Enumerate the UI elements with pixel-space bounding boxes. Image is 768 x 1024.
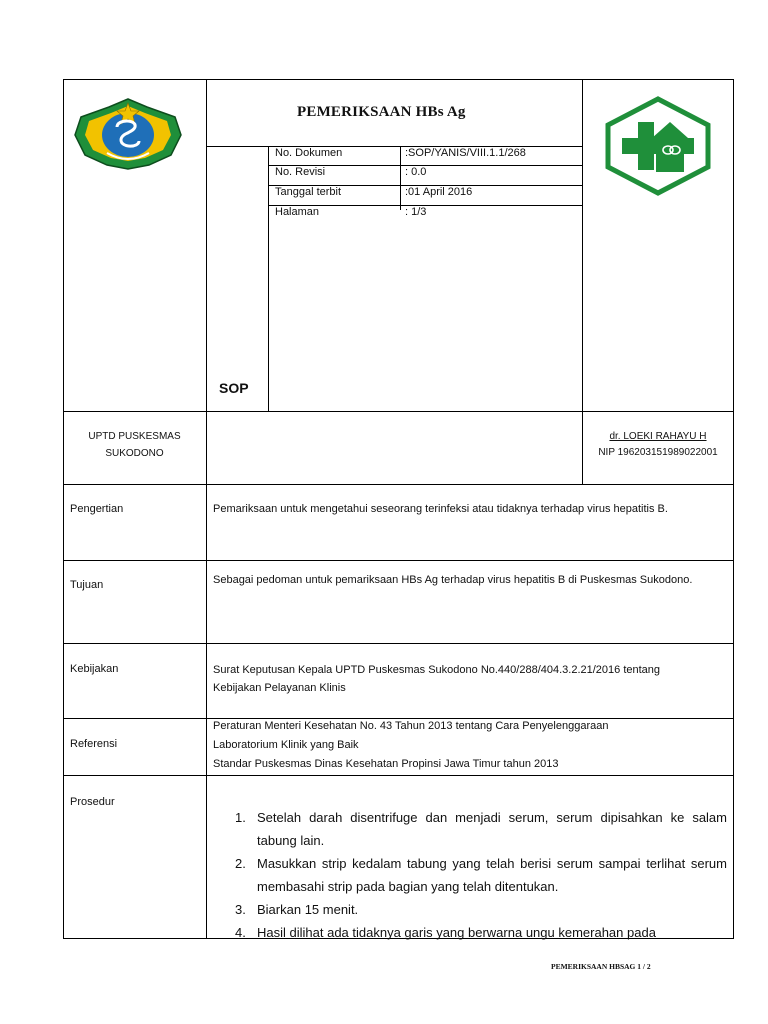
section-text-referensi-line-1: Peraturan Menteri Kesehatan No. 43 Tahun 2013 tentang Cara Penyelenggaraan	[213, 720, 609, 732]
page-footer: PEMERIKSAAN HBSAG 1 / 2	[551, 962, 651, 971]
procedure-step-text: Biarkan 15 menit.	[257, 902, 359, 917]
section-label-tujuan: Tujuan	[70, 579, 104, 591]
section-divider-1	[63, 484, 734, 485]
procedure-steps-list	[233, 806, 727, 944]
section-text-pengertian: Pemariksaan untuk mengetahui seseorang terinfeksi atau tidaknya terhadap virus hepatitis B.	[213, 503, 668, 515]
procedure-step	[233, 898, 727, 921]
section-text-referensi-line-2: Laboratorium Klinik yang Baik	[213, 739, 359, 751]
procedure-step-number: 2.	[235, 856, 246, 871]
meta-label-page: Halaman	[275, 206, 320, 218]
section-label-referensi: Referensi	[70, 738, 118, 750]
section-text-tujuan: Sebagai pedoman untuk pemariksaan HBs Ag terhadap virus hepatitis B di Puskesmas Sukodono.	[213, 574, 693, 586]
section-text-referensi-line-3: Standar Puskesmas Dinas Kesehatan Propinsi Jawa Timur tahun 2013	[213, 758, 559, 770]
puskesmas-logo	[604, 96, 712, 196]
regency-emblem-logo	[71, 95, 185, 171]
procedure-step	[233, 852, 727, 898]
header-row-divider	[63, 411, 734, 412]
section-text-kebijakan-line-1: Surat Keputusan Kepala UPTD Puskesmas Sukodono No.440/288/404.3.2.21/2016 tentang	[213, 664, 661, 676]
procedure-step	[233, 806, 727, 852]
meta-label-revision: No. Revisi	[275, 166, 326, 178]
header-col-divider-right	[582, 79, 583, 485]
meta-label-doc-number: No. Dokumen	[275, 147, 343, 159]
section-divider-3	[63, 643, 734, 644]
meta-value-page: : 1/3	[405, 206, 427, 218]
section-divider-2	[63, 560, 734, 561]
table-border-left	[63, 79, 64, 939]
meta-value-revision: : 0.0	[405, 166, 427, 178]
meta-label-issue-date: Tanggal terbit	[275, 186, 342, 198]
signer-nip: NIP 196203151989022001	[598, 447, 718, 458]
procedure-step-text: Hasil dilihat ada tidaknya garis yang berwarna ungu kemerahan pada	[257, 925, 656, 940]
table-border-right	[733, 79, 734, 939]
signer-name: dr. LOEKI RAHAYU H	[609, 431, 707, 442]
section-label-prosedur: Prosedur	[70, 796, 115, 808]
org-name-line-1: UPTD PUSKESMAS	[88, 431, 181, 442]
procedure-step-number: 1.	[235, 810, 246, 825]
section-label-pengertian: Pengertian	[70, 503, 124, 515]
procedure-step-text: Masukkan strip kedalam tabung yang telah berisi serum sampai terlihat serum membasahi strip pada bagian yang telah ditentukan.	[257, 856, 727, 894]
procedure-step-number: 4.	[235, 925, 246, 940]
procedure-step	[233, 921, 727, 944]
org-name-line-2: SUKODONO	[105, 448, 164, 459]
document-title: PEMERIKSAAN HBs Ag	[297, 104, 466, 120]
meta-value-doc-number: :SOP/YANIS/VIII.1.1/268	[405, 147, 526, 159]
meta-value-issue-date: :01 April 2016	[405, 186, 473, 198]
header-col-divider-left	[206, 79, 207, 485]
meta-col-divider	[400, 146, 401, 210]
section-divider-5	[63, 775, 734, 776]
section-text-kebijakan-line-2: Kebijakan Pelayanan Klinis	[213, 682, 346, 694]
table-border-top	[63, 79, 734, 80]
section-label-kebijakan: Kebijakan	[70, 663, 119, 675]
section-col-divider	[206, 484, 207, 939]
sop-label: SOP	[219, 380, 249, 396]
procedure-step-text: Setelah darah disentrifuge dan menjadi serum, serum dipisahkan ke salam tabung lain.	[257, 810, 727, 848]
procedure-step-number: 3.	[235, 902, 246, 917]
